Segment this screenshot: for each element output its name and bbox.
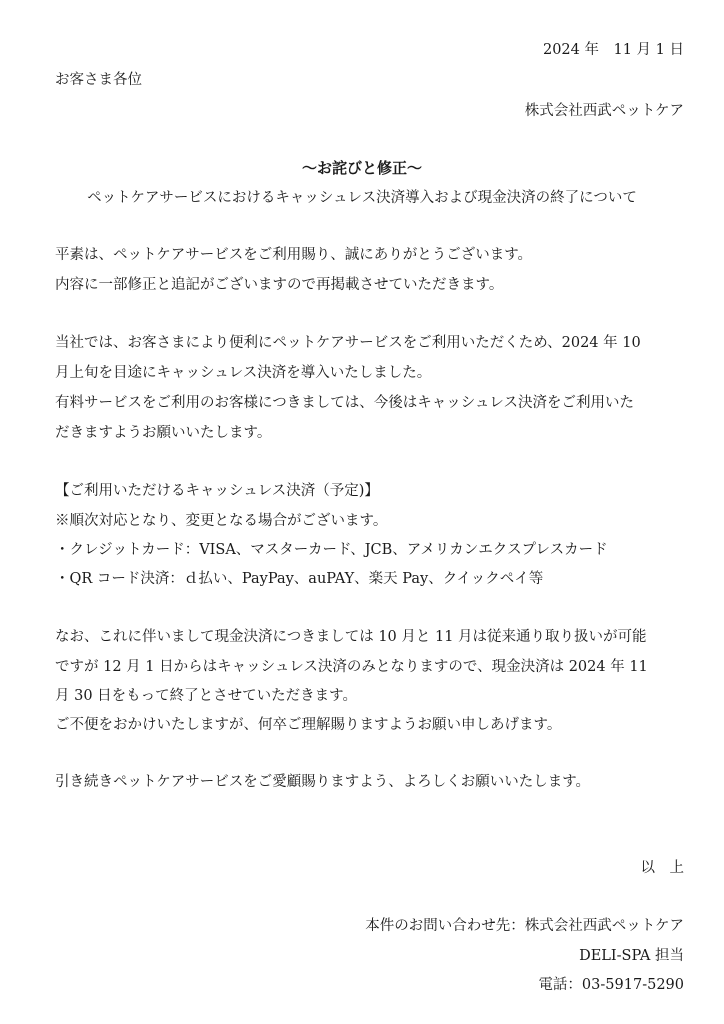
document-date: 2024 年 11 月 1 日 bbox=[542, 42, 684, 58]
greeting-line-2: 内容に一部修正と追記がございますので再掲載させていただきます。 bbox=[55, 277, 504, 293]
document-subtitle: ペットケアサービスにおけるキャッシュレス決済導入および現金決済の終了について bbox=[87, 190, 637, 206]
intro-line-1: 当社では、お客さまにより便利にペットケアサービスをご利用いただくため、2024 年 10 bbox=[55, 335, 641, 351]
cash-line-2: ですが 12 月 1 日からはキャッシュレス決済のみとなりますので、現金決済は 2024 年 11 bbox=[55, 659, 648, 675]
cash-line-3: 月 30 日をもって終了とさせていただきます。 bbox=[55, 688, 358, 704]
methods-heading: 【ご利用いただけるキャッシュレス決済（予定)】 bbox=[55, 483, 379, 499]
ijou-mark: 以 上 bbox=[640, 860, 684, 876]
closing-line: 引き続きペットケアサービスをご愛顧賜りますよう、よろしくお願いいたします。 bbox=[55, 774, 591, 790]
intro-line-4: だきますようお願いいたします。 bbox=[55, 425, 272, 441]
methods-qr-code: ・QR コード決済：ｄ払い、PayPay、auPAY、楽天 Pay、クイックペイ等 bbox=[55, 571, 544, 587]
recipient: お客さま各位 bbox=[55, 72, 142, 88]
sender-company: 株式会社西武ペットケア bbox=[524, 103, 684, 119]
contact-line-1: 本件のお問い合わせ先：株式会社西武ペットケア bbox=[365, 918, 684, 934]
methods-note: ※順次対応となり、変更となる場合がございます。 bbox=[55, 513, 388, 529]
cash-line-1: なお、これに伴いまして現金決済につきましては 10 月と 11 月は従来通り取り扱いが可能 bbox=[55, 629, 647, 645]
methods-credit-card: ・クレジットカード：VISA、マスターカード、JCB、アメリカンエクスプレスカード bbox=[55, 542, 608, 558]
contact-line-2: DELI-SPA 担当 bbox=[579, 948, 684, 964]
cash-line-4: ご不便をおかけいたしますが、何卒ご理解賜りますようお願い申しあげます。 bbox=[55, 717, 562, 733]
intro-line-3: 有料サービスをご利用のお客様につきましては、今後はキャッシュレス決済をご利用いた bbox=[55, 395, 634, 411]
intro-line-2: 月上旬を目途にキャッシュレス決済を導入いたしました。 bbox=[55, 365, 432, 381]
document-title: 〜お詫びと修正〜 bbox=[301, 159, 422, 177]
greeting-line-1: 平素は、ペットケアサービスをご利用賜り、誠にありがとうございます。 bbox=[55, 247, 533, 263]
contact-phone: 電話：03-5917-5290 bbox=[538, 977, 684, 993]
